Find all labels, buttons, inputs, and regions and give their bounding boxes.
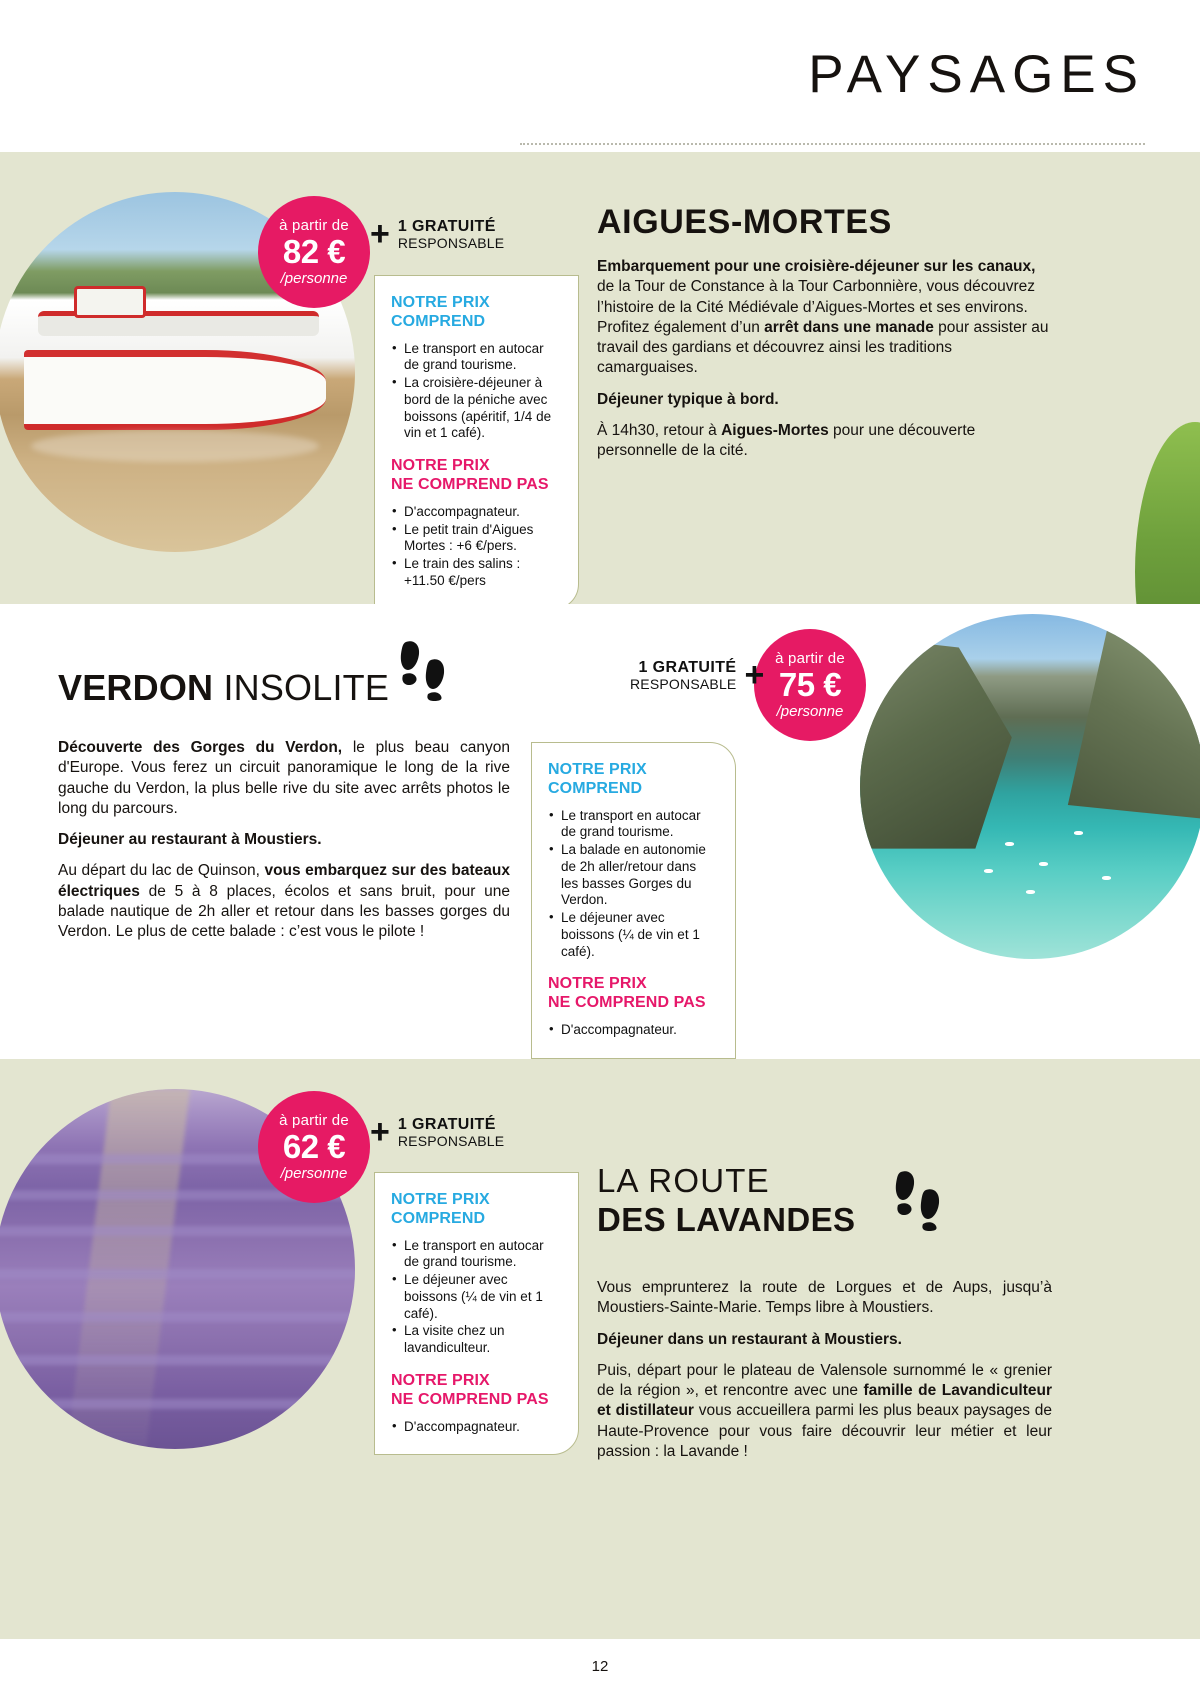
includes-title-line1: NOTRE PRIX [391, 1191, 490, 1208]
verdon-boat-dot [1074, 831, 1083, 835]
section-body-lavandes [597, 1278, 1052, 1473]
gratuite-line1: 1 GRATUITÉ [397, 1116, 496, 1133]
section-aigues-mortes [0, 152, 1200, 604]
verdon-boat-dot [1039, 862, 1048, 866]
paragraph: Découverte des Gorges du Verdon, le plus beau canyon d'Europe. Vous ferez un circuit panoramique le long de la rive gauche du Verdon, la plus belle rive du site avec arrêts photos le long du parcours. [58, 739, 510, 817]
section-title-verdon-bold: VERDON [58, 667, 214, 708]
list-item: • Le transport en autocar de grand tourisme. [391, 341, 558, 374]
footprints-icon [400, 639, 446, 701]
gratuite-line2: RESPONSABLE [397, 1132, 505, 1149]
boat-reflection-shape [31, 430, 319, 462]
list-item: • Le déjeuner avec boissons (¼ de vin et 1 café). [391, 1272, 558, 1322]
list-item: • Le transport en autocar de grand tourisme. [391, 1238, 558, 1271]
list-item: • Le déjeuner avec boissons (¼ de vin et 1 café). [548, 910, 715, 960]
price-badge-lavandes [258, 1091, 370, 1203]
footprints-icon [895, 1169, 941, 1231]
plus-icon: + [370, 1113, 390, 1152]
price-details-box-verdon [531, 742, 736, 1059]
includes-title-line2: COMPREND [391, 1209, 486, 1227]
verdon-boat-dot [1026, 890, 1035, 894]
includes-title [391, 1191, 558, 1229]
page-title: PAYSAGES [808, 45, 1145, 104]
paragraph: À 14h30, retour à Aigues-Mortes pour une découverte personnelle de la cité. [597, 422, 976, 460]
includes-title-line1: NOTRE PRIX [548, 761, 647, 778]
price-per-label: /personne [280, 1165, 348, 1183]
price-amount: 62 € [282, 1127, 346, 1165]
excludes-title-line1: NOTRE PRIX [391, 1371, 490, 1389]
price-from-label: à partir de [279, 216, 349, 234]
list-item: • D'accompagnateur. [391, 1419, 558, 1436]
gratuite-line2: RESPONSABLE [397, 234, 505, 251]
verdon-gorges-photo [860, 614, 1200, 959]
price-badge-aigues-mortes [258, 196, 370, 308]
includes-title [548, 761, 715, 799]
price-from-label: à partir de [279, 1111, 349, 1129]
boat-cabin-shape [74, 286, 146, 318]
section-body-verdon [58, 738, 510, 954]
list-item: • Le train des salins : +11.50 €/pers [391, 556, 558, 589]
includes-title [391, 294, 558, 332]
paragraph: Vous emprunterez la route de Lorgues et de Aups, jusqu’à Moustiers-Sainte-Marie. Temps libre à Moustiers. [597, 1279, 1052, 1317]
list-item: • D'accompagnateur. [391, 504, 558, 521]
list-item: • D'accompagnateur. [548, 1022, 715, 1039]
list-item: • Le petit train d'Aigues Mortes : +6 €/pers. [391, 522, 558, 555]
plus-icon: + [370, 215, 390, 254]
excludes-title [391, 457, 558, 495]
header-divider [520, 143, 1145, 145]
paragraph: Déjeuner dans un restaurant à Moustiers. [597, 1330, 902, 1348]
includes-title-line2: COMPREND [391, 312, 486, 330]
page-number: 12 [591, 1658, 609, 1675]
gratuite-badge-verdon [630, 656, 765, 695]
includes-title-line1: NOTRE PRIX [391, 294, 490, 311]
section-verdon-insolite [0, 604, 1200, 1059]
gratuite-badge-lavandes [370, 1113, 505, 1152]
plus-icon: + [744, 656, 765, 695]
page-header [0, 0, 1200, 152]
paragraph: Embarquement pour une croisière-déjeuner sur les canaux, de la Tour de Constance à la Tour Carbonnière, vous découvrez l’histoire de la Cité Médiévale d’Aigues-Mortes et ses environs. Profitez également d’un arrêt dans une manade pour assister au travail des gardians et découvrez ainsi les traditions camarguaises. [597, 258, 1049, 377]
section-title-verdon-light: INSOLITE [223, 667, 390, 708]
list-item: • Le transport en autocar de grand tourisme. [548, 808, 715, 841]
price-details-box-aigues-mortes [374, 275, 579, 610]
gratuite-line2: RESPONSABLE [630, 675, 737, 692]
excludes-title [548, 975, 715, 1013]
list-item: • La visite chez un lavandiculteur. [391, 1323, 558, 1356]
section-la-route-des-lavandes [0, 1059, 1200, 1639]
price-details-box-lavandes [374, 1172, 579, 1455]
verdon-boat-dot [1102, 876, 1111, 880]
excludes-title-line1: NOTRE PRIX [548, 975, 647, 993]
price-per-label: /personne [776, 703, 844, 721]
excludes-title-line2: NE COMPREND PAS [391, 1390, 549, 1408]
section-title-aigues-mortes: AIGUES-MORTES [597, 203, 892, 241]
section-title-lavandes-bold: DES LAVANDES [597, 1200, 856, 1238]
section-body-aigues-mortes [597, 257, 1052, 473]
excludes-list [391, 504, 558, 590]
list-item: • La balade en autonomie de 2h aller/retour dans les basses Gorges du Verdon. [548, 842, 715, 909]
price-from-label: à partir de [775, 649, 845, 667]
gratuite-line1: 1 GRATUITÉ [638, 659, 737, 676]
verdon-cliff-right-shape [1046, 621, 1200, 821]
section-title-verdon [58, 667, 390, 708]
excludes-list [548, 1022, 715, 1039]
gratuite-line1: 1 GRATUITÉ [397, 218, 496, 235]
excludes-title-line2: NE COMPREND PAS [548, 994, 706, 1012]
verdon-cliff-left-shape [860, 635, 1012, 849]
includes-list [391, 341, 558, 442]
excludes-title-line1: NOTRE PRIX [391, 457, 490, 475]
gratuite-badge-aigues-mortes [370, 215, 505, 254]
paragraph: Au départ du lac de Quinson, vous embarquez sur des bateaux électriques de 5 à 8 places, écolos et sans bruit, pour une balade nautique de 2h aller et retour dans les basses gorges du Verdon. Le plus de cette balade : c’est vous le pilote ! [58, 862, 510, 941]
list-item: • La croisière-déjeuner à bord de la péniche avec boissons (apéritif, 1/4 de vin et 1 café). [391, 375, 558, 442]
includes-title-line2: COMPREND [548, 779, 643, 797]
boat-hull-shape [24, 350, 326, 429]
excludes-list [391, 1419, 558, 1436]
includes-list [391, 1238, 558, 1357]
excludes-title [391, 1372, 558, 1410]
price-badge-verdon [754, 629, 866, 741]
price-amount: 75 € [778, 665, 842, 703]
excludes-title-line2: NE COMPREND PAS [391, 476, 549, 494]
paragraph: Déjeuner typique à bord. [597, 390, 779, 408]
paragraph: Déjeuner au restaurant à Moustiers. [58, 831, 322, 849]
price-amount: 82 € [282, 232, 346, 270]
section-title-lavandes-light: LA ROUTE [597, 1162, 770, 1199]
verdon-boat-dot [984, 869, 993, 873]
section-title-lavandes [597, 1162, 855, 1240]
price-per-label: /personne [280, 270, 348, 288]
paragraph: Puis, départ pour le plateau de Valensole surnommé le « grenier de la région », et rencontre avec une famille de Lavandiculteur et distillateur vous accueillera parmi les plus beaux paysages de Haute-Provence pour vous faire découvrir leur métier et leur passion : la Lavande ! [597, 1361, 1053, 1461]
verdon-boat-dot [1005, 842, 1014, 846]
includes-list [548, 808, 715, 961]
